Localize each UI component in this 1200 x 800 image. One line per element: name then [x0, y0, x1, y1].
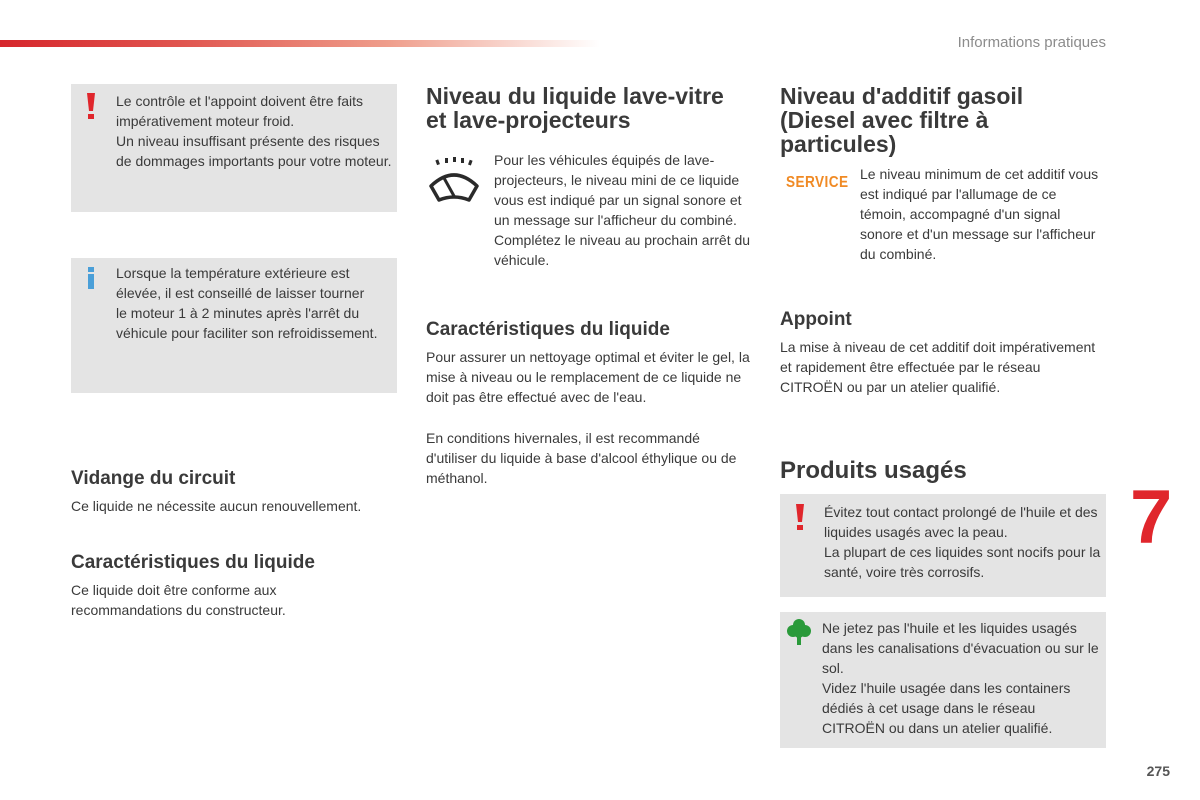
caracteristiques-title-left: Caractéristiques du liquide [71, 552, 315, 573]
appoint-text: La mise à niveau de cet additif doit impérativement et rapidement être effectuée par le réseau CITROËN ou par un atelier qualifié. [780, 339, 1096, 395]
caracteristiques-text-left: Ce liquide doit être conforme aux recommandations du constructeur. [71, 582, 286, 618]
lave-vitre-title: Niveau du liquide lave-vitre et lave-projecteurs [426, 83, 724, 133]
vidange-title: Vidange du circuit [71, 468, 236, 489]
produits-title: Produits usagés [780, 457, 967, 484]
page-number: 275 [1146, 763, 1170, 779]
caracteristiques-title-middle: Caractéristiques du liquide [426, 319, 670, 340]
section-title: Informations pratiques [957, 34, 1106, 51]
chapter-number: 7 [1130, 475, 1171, 560]
service-warning-icon: SERVICE [786, 174, 849, 191]
lave-vitre-intro: Pour les véhicules équipés de lave-projecteurs, le niveau mini de ce liquide vous est indiqué par un signal sonore et un message sur l'afficheur du combiné. Complétez le niveau au prochain arrêt du véhicule. [494, 152, 751, 268]
tree-icon [787, 618, 811, 646]
exclamation-icon [84, 92, 98, 120]
caracteristiques-para2: En conditions hivernales, il est recommandé d'utiliser du liquide à base d'alcool éthylique ou de méthanol. [426, 430, 737, 486]
header-accent-bar [0, 40, 600, 47]
warning-text: Le contrôle et l'appoint doivent être faits impérativement moteur froid. Un niveau insuffisant présente des risques de dommages importants pour votre moteur. [116, 93, 392, 169]
eco-text: Ne jetez pas l'huile et les liquides usagés dans les canalisations d'évacuation ou sur le sol. Videz l'huile usagée dans les containers dédiés à cet usage dans le réseau CITROËN ou dans un atelier qualifié. [822, 620, 1099, 736]
additif-title: Niveau d'additif gasoil (Diesel avec filtre à particules) [780, 83, 1024, 157]
info-icon [85, 266, 97, 290]
produits-warning-text: Évitez tout contact prolongé de l'huile et des liquides usagés avec la peau. La plupart de ces liquides sont nocifs pour la santé, voire très corrosifs. [824, 504, 1101, 580]
exclamation-icon [793, 503, 807, 531]
info-text: Lorsque la température extérieure est élevée, il est conseillé de laisser tourner le moteur 1 à 2 minutes après l'arrêt du véhicule pour faciliter son refroidissement. [116, 265, 378, 341]
service-text: Le niveau minimum de cet additif vous est indiqué par l'allumage de ce témoin, accompagné d'un signal sonore et d'un message sur l'afficheur du combiné. [860, 166, 1099, 262]
appoint-title: Appoint [780, 309, 852, 330]
caracteristiques-para1: Pour assurer un nettoyage optimal et éviter le gel, la mise à niveau ou le remplacement de ce liquide ne doit pas être effectué avec de l'eau. [426, 349, 750, 405]
washer-fluid-warning-icon [426, 156, 482, 206]
vidange-text: Ce liquide ne nécessite aucun renouvellement. [71, 498, 362, 514]
